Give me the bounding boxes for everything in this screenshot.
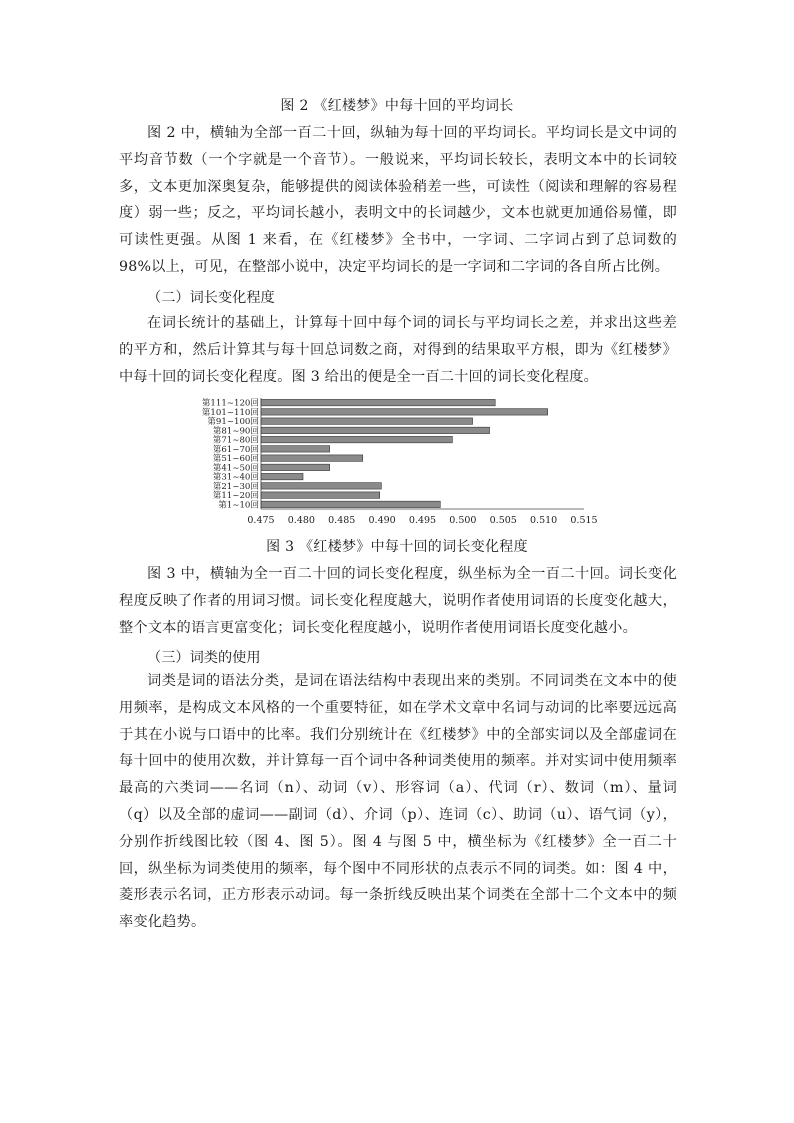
category-label: 第61~70回 xyxy=(212,444,259,455)
x-tick-label: 0.510 xyxy=(530,515,558,526)
x-tick-label: 0.480 xyxy=(287,515,315,526)
bar xyxy=(261,464,330,470)
category-label: 第51~60回 xyxy=(212,454,259,465)
x-tick-label: 0.490 xyxy=(368,515,396,526)
x-tick-label: 0.500 xyxy=(449,515,477,526)
bar-series xyxy=(261,399,548,507)
figure-3-bar-chart xyxy=(186,392,606,530)
paragraph-word-class-usage: 词类是词的语法分类，是词在语法结构中表现出来的类别。不同词类在文本中的使用频率，是构成文本风格的一个重要特征，如在学术文章中名词与动词的比率要远远高于其在小说与口语中的比率。我们分别统计在《红楼梦》中的全部实词以及全部虚词在每十回中的使用次数，并计算每一百个词中各种词类使用的频率。并对实词中使用频率最高的六类词——名词（n）、动词（v）、形容词（a）、代词（r）、数词（m）、量词（q）以及全部的虚词——副词（d）、介词（p）、连词（c）、助词（u）、语气词（y），分别作折线图比较（图 4、图 5）。图 4 与图 5 中，横坐标为《红楼梦》全一百二十回，纵坐标为词类使用的频率，每个图中不同形状的点表示不同的词类。如：图 4 中，菱形表示名词，正方形表示动词。每一条折线反映出某个词类在全部十二个文本中的频率变化趋势。 xyxy=(119,673,677,931)
category-label: 第11~20回 xyxy=(212,491,259,502)
category-label: 第91~100回 xyxy=(207,417,259,428)
x-tick-labels xyxy=(247,515,597,526)
paragraph-average-word-length: 图 2 中，横轴为全部一百二十回，纵轴为每十回的平均词长。平均词长是文中词的平均音节数（一个字就是一个音节）。一般说来，平均词长较长，表明文本中的长词较多，文本更加深奥复杂，能够提供的阅读体验稍差一些，可读性（阅读和理解的容易程度）弱一些；反之，平均词长越小，表明文中的长词越少，文本也就更加通俗易懂，即可读性更强。从图 1 来看，在《红楼梦》全书中，一字词、二字词占到了总词数的 98%以上，可见，在整部小说中，决定平均词长的是一字词和二字词的各自所占比例。 xyxy=(119,125,677,275)
category-label: 第21~30回 xyxy=(212,481,259,492)
category-labels xyxy=(202,397,259,511)
paragraph-figure-3-explanation: 图 3 中，横轴为全一百二十回的词长变化程度，纵坐标为全一百二十回。词长变化程度反映了作者的用词习惯。词长变化程度越大，说明作者使用词语的长度变化越大，整个文本的语言更富变化；词长变化程度越小，说明作者使用词语长度变化越小。 xyxy=(119,566,677,636)
bar xyxy=(261,427,490,433)
bar xyxy=(261,501,440,507)
bar xyxy=(261,492,380,498)
bar xyxy=(261,455,363,461)
figure-3-caption: 图 3 《红楼梦》中每十回的词长变化程度 xyxy=(266,539,528,555)
category-label: 第101~110回 xyxy=(201,407,259,418)
bar xyxy=(261,436,452,442)
paragraph-word-length-variation: 在词长统计的基础上，计算每十回中每个词的词长与平均词长之差，并求出这些差的平方和，然后计算其与每十回总词数之商，对得到的结果取平方根，即为《红楼梦》中每十回的词长变化程度。图 3 给出的便是全一百二十回的词长变化程度。 xyxy=(119,315,677,385)
category-label: 第71~80回 xyxy=(212,435,259,446)
x-tick-label: 0.485 xyxy=(328,515,356,526)
category-label: 第81~90回 xyxy=(212,426,259,437)
section-heading-word-length-variation: （二）词长变化程度 xyxy=(147,290,275,306)
x-tick-label: 0.495 xyxy=(408,515,437,526)
bar xyxy=(261,473,303,479)
section-heading-word-classes: （三）词类的使用 xyxy=(147,650,261,666)
bar xyxy=(261,409,548,415)
category-label: 第31~40回 xyxy=(212,472,259,483)
bar xyxy=(261,418,473,424)
category-label: 第111~120回 xyxy=(201,398,259,409)
bar xyxy=(261,483,381,489)
figure-2-caption: 图 2 《红楼梦》中每十回的平均词长 xyxy=(280,98,514,114)
bar xyxy=(261,399,495,405)
x-tick-label: 0.515 xyxy=(570,515,598,526)
x-tick-label: 0.475 xyxy=(247,515,275,526)
category-label: 第41~50回 xyxy=(212,463,259,474)
x-tick-label: 0.505 xyxy=(489,515,517,526)
category-label: 第1~10回 xyxy=(218,500,259,511)
bar xyxy=(261,446,330,452)
